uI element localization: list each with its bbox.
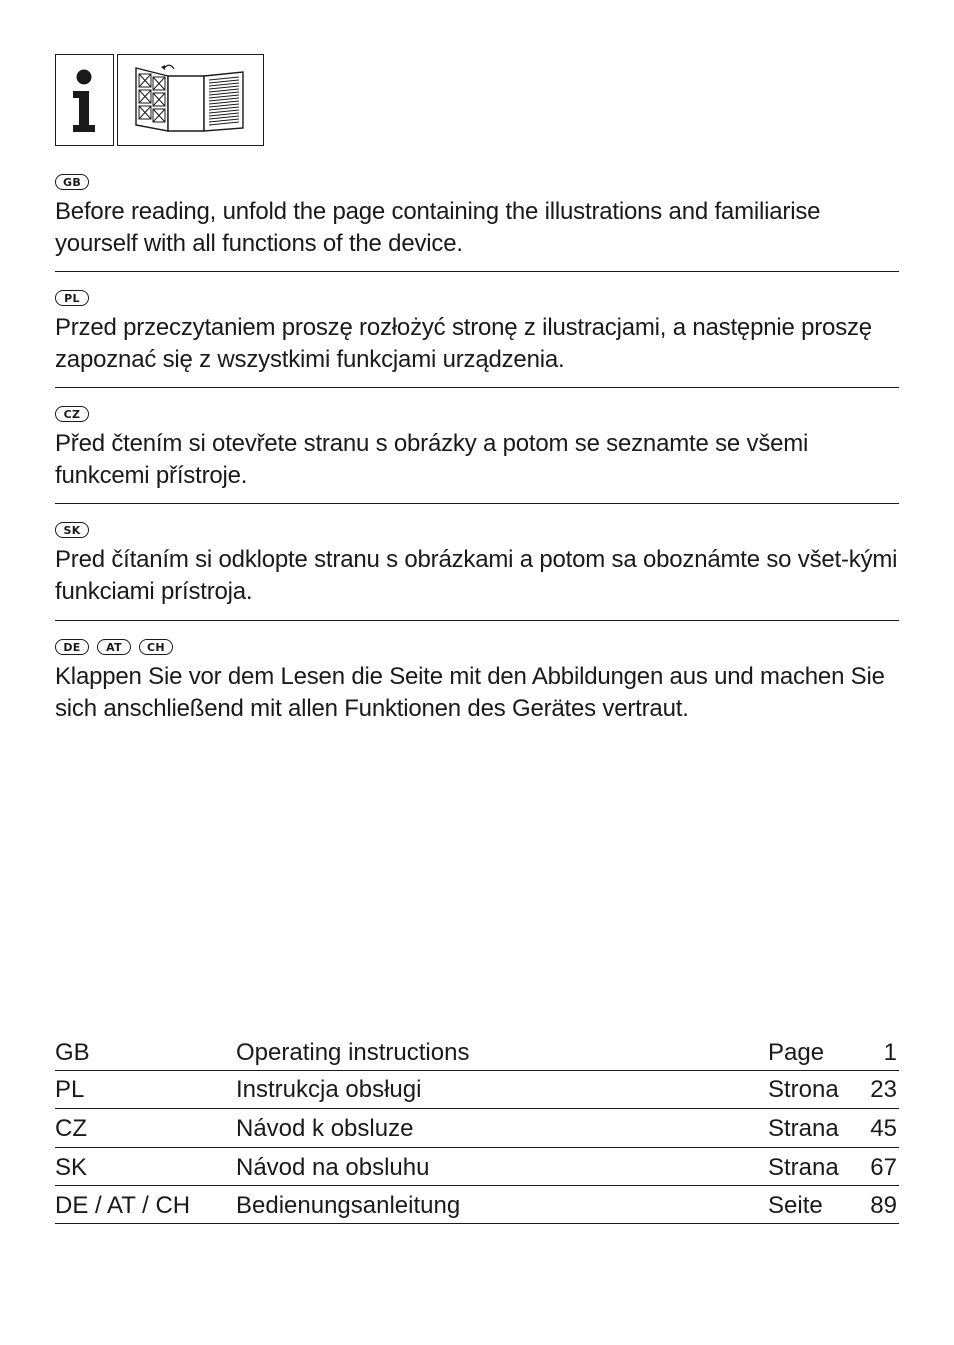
toc-row bbox=[55, 1186, 899, 1224]
toc-page-number: 45 bbox=[870, 1115, 897, 1142]
toc-title: Návod na obsluhu bbox=[236, 1154, 430, 1181]
divider bbox=[55, 271, 899, 272]
toc-language-code: SK bbox=[55, 1154, 88, 1181]
country-badge: SK bbox=[55, 522, 89, 538]
notice-de-at-ch bbox=[55, 637, 899, 725]
country-badge: AT bbox=[97, 639, 131, 655]
icon-row bbox=[55, 54, 264, 146]
toc-language-code: PL bbox=[55, 1076, 85, 1103]
toc-language-code: GB bbox=[55, 1039, 90, 1066]
divider bbox=[55, 387, 899, 388]
country-badge: DE bbox=[55, 639, 89, 655]
notice-gb bbox=[55, 172, 899, 260]
toc-row bbox=[55, 1148, 899, 1186]
notice-text: Klappen Sie vor dem Lesen die Seite mit den Abbildungen aus und machen Sie sich anschließend mit allen Funktionen des Gerätes vertraut. bbox=[55, 663, 885, 722]
notice-sk bbox=[55, 520, 899, 608]
language-badges bbox=[55, 288, 899, 308]
notice-pl bbox=[55, 288, 899, 376]
country-badge: PL bbox=[55, 290, 89, 306]
toc-language-code: CZ bbox=[55, 1115, 87, 1142]
toc-page-number: 1 bbox=[883, 1039, 897, 1066]
toc-title: Instrukcja obsługi bbox=[236, 1076, 422, 1103]
toc-page-number: 23 bbox=[870, 1076, 897, 1103]
language-badges bbox=[55, 172, 899, 192]
country-badge: GB bbox=[55, 174, 89, 190]
toc-page-word: Strana bbox=[768, 1154, 839, 1181]
toc-page-word: Seite bbox=[768, 1192, 823, 1219]
notice-cz bbox=[55, 404, 899, 492]
toc-title: Návod k obsluze bbox=[236, 1115, 414, 1142]
toc-title: Bedienungsanleitung bbox=[236, 1192, 461, 1219]
toc-language-code: DE / AT / CH bbox=[55, 1192, 191, 1219]
toc-title: Operating instructions bbox=[236, 1039, 470, 1066]
table-of-contents bbox=[55, 1034, 899, 1224]
divider bbox=[55, 503, 899, 504]
divider bbox=[55, 620, 899, 621]
toc-page-word: Strana bbox=[768, 1115, 839, 1142]
language-badges bbox=[55, 637, 899, 657]
language-badges bbox=[55, 520, 899, 540]
notice-text: Pred čítaním si odklopte stranu s obrázkami a potom sa oboznámte so všet-kými funkciami prístroja. bbox=[55, 546, 898, 605]
country-badge: CH bbox=[139, 639, 173, 655]
unfold-page-icon bbox=[117, 54, 264, 146]
info-icon bbox=[55, 54, 114, 146]
toc-page-number: 89 bbox=[870, 1192, 897, 1219]
notice-text: Before reading, unfold the page containing the illustrations and familiarise yourself with all functions of the device. bbox=[55, 198, 821, 257]
language-badges bbox=[55, 404, 899, 424]
toc-page-word: Page bbox=[768, 1039, 825, 1066]
notice-text: Před čtením si otevřete stranu s obrázky a potom se seznamte se všemi funkcemi přístroje. bbox=[55, 430, 809, 489]
toc-page-number: 67 bbox=[870, 1154, 897, 1181]
notice-text: Przed przeczytaniem proszę rozłożyć stronę z ilustracjami, a następnie proszę zapoznać się z wszystkimi funkcjami urządzenia. bbox=[55, 314, 872, 373]
country-badge: CZ bbox=[55, 406, 89, 422]
toc-row bbox=[55, 1109, 899, 1148]
toc-row bbox=[55, 1034, 899, 1071]
toc-page-word: Strona bbox=[768, 1076, 839, 1103]
toc-row bbox=[55, 1071, 899, 1109]
